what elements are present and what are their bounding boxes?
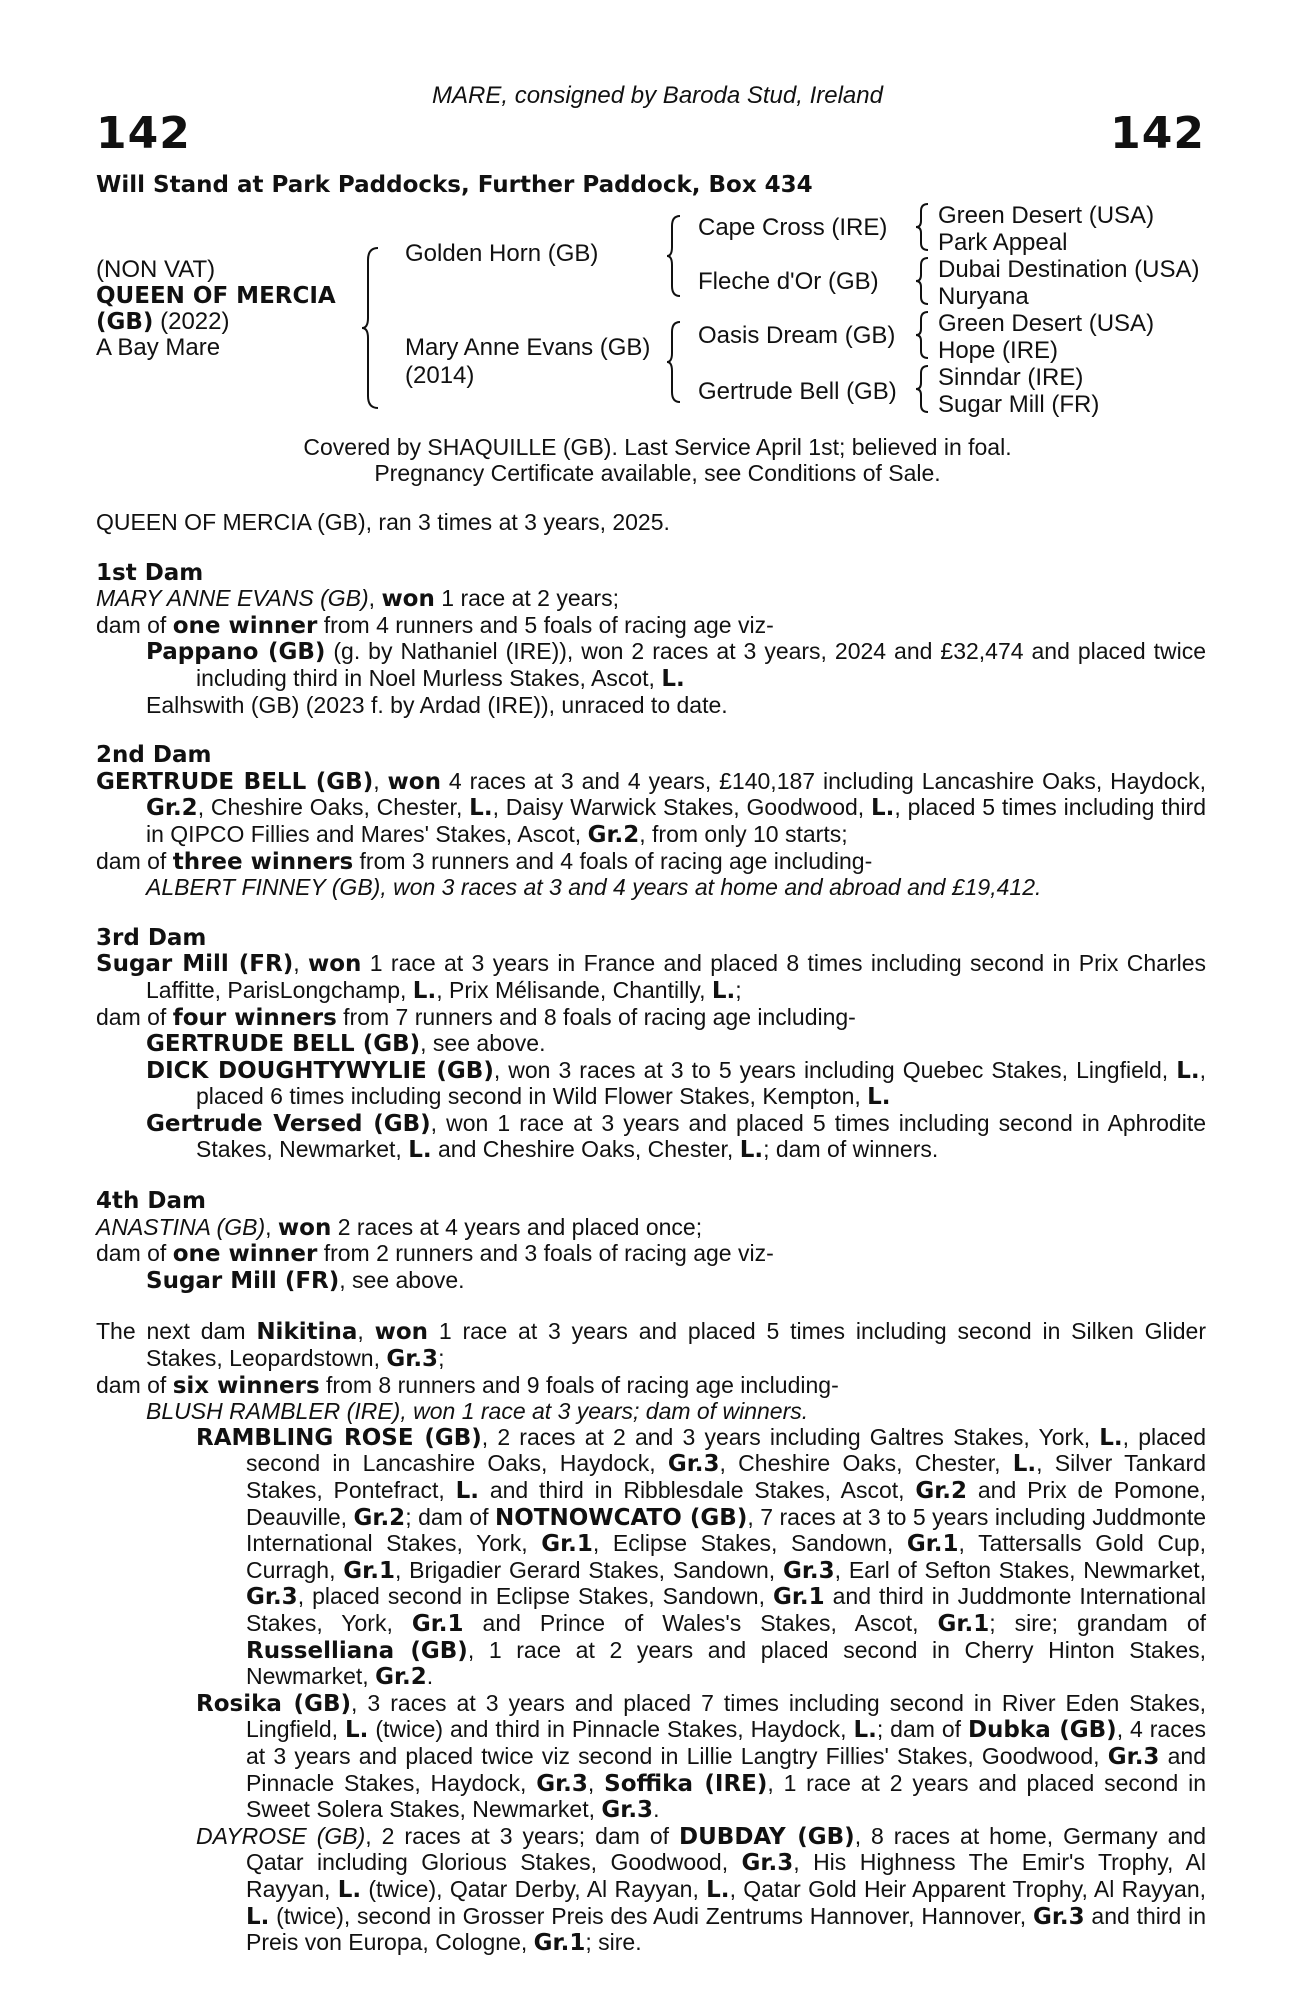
gen3-ancestor-6: Hope (IRE) [938, 337, 1059, 364]
progeny-record: ALBERT FINNEY (GB), won 3 races at 3 and 4 years at home and abroad and £19,412. [146, 874, 1042, 901]
text: , [357, 1318, 375, 1345]
third-dam-line: Sugar Mill (FR), won 1 race at 3 years in France and placed 8 times including second in Prix Charles Laffitte, ParisLongchamp, L., Prix Mélisande, Chantilly, L.; [96, 950, 1207, 1004]
progeny-name: DAYROSE (GB) [196, 1822, 366, 1849]
race-grade: L. [469, 795, 493, 822]
text: , see above. [420, 1030, 546, 1057]
race-grade: L. [711, 977, 736, 1004]
progeny-name: Soffika (IRE) [604, 1770, 768, 1797]
text: (twice), Qatar Derby, Al Rayyan, [361, 1875, 707, 1902]
progeny-name: Russelliana (GB) [246, 1637, 468, 1664]
progeny-entry [96, 1824, 1206, 1957]
race-grade: Gr.3 [601, 1797, 654, 1824]
gen3-ancestor-7: Sinndar (IRE) [938, 364, 1084, 391]
second-dam-name: GERTRUDE BELL (GB) [96, 768, 374, 795]
progeny-record: BLUSH RAMBLER (IRE), won 1 race at 3 years; dam of winners. [146, 1398, 809, 1425]
progeny-entry [96, 1031, 1206, 1058]
text: , from only 10 starts; [639, 820, 848, 847]
text: ; dam of winners. [763, 1136, 939, 1163]
dam-dam: Gertrude Bell (GB) [698, 378, 897, 405]
horse-name [96, 282, 336, 310]
text: (twice) and third in Pinnacle Stakes, Haydock, [368, 1716, 854, 1743]
text: ; sire. [585, 1929, 642, 1956]
produce-prefix: dam of [96, 611, 173, 638]
text: 4 races at 3 and 4 years, £140,187 including Lancashire Oaks, Haydock, [440, 767, 1207, 794]
progeny-entry [96, 639, 1206, 692]
progeny-entry [96, 1691, 1206, 1824]
sire-bracket [666, 214, 686, 298]
race-grade: L. [246, 1903, 270, 1930]
progeny-name: Sugar Mill (FR) [146, 1267, 340, 1294]
text: , placed second in Lancashire Oaks, Haydock, [246, 1423, 1206, 1477]
text: , 1 race at 2 years and placed second in Cherry Hinton Stakes, Newmarket, [246, 1636, 1206, 1690]
third-dam-name: Sugar Mill (FR) [96, 951, 294, 978]
text: ; [735, 976, 742, 1003]
text: and third in Preis von Europa, Cologne, [246, 1902, 1206, 1956]
lot-number-right: 142 [1110, 108, 1205, 159]
text: , won 1 race at 3 years and placed 5 times including second in Aphrodite Stakes, Newmarket, [196, 1109, 1206, 1163]
dam-bracket [666, 320, 686, 404]
text: , placed second in Eclipse Stakes, Sandown, [297, 1583, 773, 1610]
text: ; sire; grandam of [989, 1609, 1207, 1636]
winner-count: three winners [172, 848, 354, 875]
text: , Tattersalls Gold Cup, Curragh, [246, 1530, 1206, 1583]
text: and Prince of Wales's Stakes, Ascot, [463, 1609, 938, 1636]
stand-location: Will Stand at Park Paddocks, Further Paddock, Box 434 [96, 172, 813, 198]
progeny-entry [96, 1111, 1206, 1164]
text: , Cheshire Oaks, Chester, [719, 1450, 1013, 1477]
race-grade: L. [455, 1478, 479, 1504]
text: , Earl of Sefton Stakes, Newmarket, [834, 1556, 1206, 1583]
fourth-dam-heading: 4th Dam [96, 1188, 206, 1215]
progeny-name: RAMBLING ROSE (GB) [196, 1424, 482, 1451]
consignor-line: MARE, consigned by Baroda Stud, Ireland [432, 82, 883, 109]
text: and Prix de Pomone, Deauville, [246, 1477, 1206, 1530]
horse-country: (GB) [96, 309, 154, 335]
text: 1 race at 3 years in France and placed 8 times including second in Prix Charles Laffitte, ParisLongchamp, [146, 950, 1207, 1003]
text: 2 races at 4 years and placed once; [331, 1213, 703, 1240]
sire-name: Golden Horn (GB) [405, 240, 599, 267]
third-dam-produce [96, 1005, 1206, 1032]
progeny-entry [96, 1268, 1206, 1295]
race-grade: Gr.3 [782, 1557, 835, 1584]
text: . [653, 1796, 660, 1823]
progeny-name: NOTNOWCATO (GB) [495, 1504, 748, 1531]
text: and third in Juddmonte International Stakes, York, [246, 1583, 1206, 1636]
text: , placed 6 times including second in Wild Flower Stakes, Kempton, [196, 1056, 1206, 1110]
gen3-ancestor-5: Green Desert (USA) [938, 310, 1155, 337]
race-grade: L. [408, 1137, 432, 1164]
race-grade: Gr.3 [386, 1346, 439, 1373]
progeny-entry [96, 875, 1206, 901]
race-grade: L. [739, 1137, 764, 1164]
gen3-ancestor-8: Sugar Mill (FR) [938, 391, 1100, 418]
progeny-name: Pappano (GB) [146, 639, 326, 666]
text: , Prix Mélisande, Chantilly, [436, 976, 712, 1003]
race-grade: L. [337, 1876, 362, 1903]
text: , 7 races at 3 to 5 years including Juddmonte International Stakes, York, [246, 1503, 1206, 1557]
produce-suffix: from 3 runners and 4 foals of racing age including- [353, 847, 873, 874]
race-grade: L. [1012, 1451, 1037, 1478]
gen3-ancestor-1: Green Desert (USA) [938, 202, 1155, 229]
horse-year: (2022) [160, 308, 230, 335]
race-grade: Gr.1 [772, 1584, 825, 1611]
text: , Qatar Gold Heir Apparent Trophy, Al Rayyan, [729, 1875, 1206, 1902]
second-dam-line: GERTRUDE BELL (GB), won 4 races at 3 and 4 years, £140,187 including Lancashire Oaks, Haydock, Gr.2, Cheshire Oaks, Chester, L., Daisy Warwick Stakes, Goodwood, L., placed 5 times including third in QIPCO Fillies and Mares' Stakes, Ascot, Gr.2, from only 10 starts; [96, 767, 1207, 848]
second-dam-produce [96, 849, 1206, 876]
text: , 2 races at 2 and 3 years including Galtres Stakes, York, [481, 1423, 1100, 1450]
pregnancy-note: Pregnancy Certificate available, see Conditions of Sale. [374, 460, 941, 486]
text: , 1 race at 2 years and placed second in Sweet Solera Stakes, Newmarket, [246, 1769, 1207, 1823]
text: , [587, 1769, 605, 1796]
winner-count: six winners [172, 1372, 320, 1399]
race-grade: Gr.1 [343, 1557, 395, 1584]
text: ; [438, 1345, 445, 1372]
horse-country-year [96, 308, 229, 336]
won-label: won [307, 951, 362, 978]
first-dam-produce [96, 613, 1206, 640]
race-grade: Gr.3 [246, 1584, 298, 1611]
race-grade: Gr.3 [536, 1770, 588, 1797]
sire-dam: Fleche d'Or (GB) [698, 268, 879, 295]
text: , placed 5 times including third in QIPCO Fillies and Mares' Stakes, Ascot, [146, 794, 1206, 847]
winner-count: four winners [172, 1004, 337, 1031]
race-grade: L. [412, 977, 437, 1004]
progeny-entry [96, 1399, 1206, 1425]
next-dam-name: Nikitina [256, 1319, 358, 1346]
first-dam-line: MARY ANNE EVANS (GB), won 1 race at 2 years; [96, 585, 619, 613]
gen3-bracket-2 [914, 256, 932, 308]
progeny-entry [96, 1058, 1206, 1111]
fourth-dam-line: ANASTINA (GB), won 2 races at 4 years and placed once; [96, 1213, 703, 1241]
sire-sire: Cape Cross (IRE) [698, 214, 888, 241]
text: . [426, 1663, 434, 1690]
text: The next dam [96, 1318, 257, 1345]
won-label: won [387, 768, 441, 795]
race-grade: Gr.2 [915, 1478, 968, 1504]
dam-name: Mary Anne Evans (GB) [405, 334, 651, 361]
text: , 8 races at home, Germany and Qatar including Glorious Stakes, Goodwood, [246, 1822, 1206, 1876]
text: , 2 races at 3 years; dam of [365, 1822, 680, 1849]
fourth-dam-produce [96, 1241, 1206, 1268]
gen3-ancestor-2: Park Appeal [938, 229, 1068, 256]
first-dam-record: 1 race at 2 years; [434, 585, 619, 612]
progeny-name: Dubka (GB) [967, 1717, 1117, 1744]
won-label: won [277, 1214, 332, 1241]
race-grade: Gr.1 [411, 1610, 464, 1637]
produce-suffix: from 8 runners and 9 foals of racing age including- [319, 1371, 839, 1398]
next-dam-line [96, 1319, 1206, 1372]
progeny-name: DUBDAY (GB) [679, 1823, 855, 1850]
race-grade: Gr.1 [541, 1531, 593, 1558]
first-dam-name: MARY ANNE EVANS (GB) [96, 585, 369, 612]
progeny-record: (g. by Nathaniel (IRE)), won 2 races at 3 years, 2024 and £32,474 and placed twice including third in Noel Murless Stakes, Ascot, [196, 638, 1206, 691]
text: and third in Ribblesdale Stakes, Ascot, [479, 1477, 916, 1503]
second-dam-heading: 2nd Dam [96, 742, 212, 769]
main-bracket [364, 246, 388, 410]
race-grade: Gr.2 [587, 821, 640, 848]
catalogue-body [96, 510, 1206, 1957]
first-dam-heading: 1st Dam [96, 559, 204, 586]
text: , Brigadier Gerard Stakes, Sandown, [394, 1556, 783, 1583]
text: , see above. [339, 1266, 465, 1293]
text: (twice), second in Grosser Preis des Audi Zentrums Hannover, Hannover, [269, 1902, 1033, 1929]
next-dam-produce [96, 1373, 1206, 1400]
text: , Eclipse Stakes, Sandown, [592, 1530, 907, 1557]
text: , Cheshire Oaks, Chester, [197, 794, 470, 821]
progeny-name: GERTRUDE BELL (GB) [146, 1031, 421, 1058]
race-grade: L. [706, 1876, 730, 1903]
text: , Silver Tankard Stakes, Pontefract, [246, 1450, 1206, 1503]
progeny-entry [96, 1425, 1206, 1691]
won-label: won [374, 1319, 429, 1346]
race-grade: L. [1176, 1057, 1200, 1084]
race-grade: L. [853, 1717, 877, 1744]
winner-count: one winner [172, 612, 318, 639]
third-dam-heading: 3rd Dam [96, 924, 207, 951]
produce-prefix: dam of [96, 847, 173, 874]
won-label: won [381, 586, 435, 613]
race-grade: L. [867, 1084, 891, 1111]
progeny-name: Gertrude Versed (GB) [146, 1110, 431, 1137]
race-grade: Gr.3 [667, 1451, 720, 1478]
race-grade: L. [345, 1717, 369, 1744]
fourth-dam-name: ANASTINA (GB) [96, 1213, 266, 1240]
produce-prefix: dam of [96, 1003, 173, 1030]
progeny-name: Rosika (GB) [196, 1690, 351, 1717]
race-grade: Gr.3 [741, 1850, 794, 1877]
horse-description: A Bay Mare [96, 334, 221, 361]
produce-suffix: from 4 runners and 5 foals of racing age viz- [317, 611, 774, 638]
lot-number-left: 142 [96, 108, 191, 159]
produce-prefix: dam of [96, 1240, 173, 1267]
race-grade: Gr.1 [533, 1930, 586, 1957]
race-grade: Gr.1 [906, 1531, 959, 1558]
produce-suffix: from 7 runners and 8 foals of racing age including- [336, 1003, 856, 1030]
text: ; dam of [405, 1503, 495, 1530]
text: ; dam of [876, 1716, 968, 1743]
text: , Daisy Warwick Stakes, Goodwood, [492, 794, 871, 821]
race-grade: L. [871, 795, 895, 822]
progeny-entry: Ealhswith (GB) (2023 f. by Ardad (IRE)), unraced to date. [146, 691, 728, 718]
race-grade: Gr.1 [937, 1610, 990, 1637]
text: , 4 races at 3 years and placed twice viz second in Lillie Langtry Fillies' Stakes, Goodwood, [246, 1716, 1206, 1769]
race-record: QUEEN OF MERCIA (GB), ran 3 times at 3 years, 2025. [96, 509, 670, 535]
text: , won 3 races at 3 to 5 years including Quebec Stakes, Lingfield, [493, 1056, 1177, 1083]
horse-name-text: QUEEN OF MERCIA [96, 283, 336, 309]
race-grade: Gr.3 [1107, 1743, 1160, 1770]
gen3-bracket-1 [914, 202, 932, 254]
text: and Cheshire Oaks, Chester, [431, 1136, 740, 1163]
dam-year: (2014) [405, 362, 475, 389]
progeny-name: DICK DOUGHTYWYLIE (GB) [146, 1057, 494, 1084]
dam-sire: Oasis Dream (GB) [698, 322, 896, 349]
race-grade: L. [1099, 1424, 1123, 1451]
text: 1 race at 3 years and placed 5 times including second in Silken Glider Stakes, Leopardstown, [146, 1318, 1206, 1372]
race-grade: L. [661, 665, 685, 692]
text: and Pinnacle Stakes, Haydock, [246, 1742, 1206, 1796]
race-grade: Gr.2 [146, 795, 198, 822]
text: , 3 races at 3 years and placed 7 times including second in River Eden Stakes, Lingfield, [246, 1689, 1207, 1743]
winner-count: one winner [172, 1241, 318, 1268]
gen3-bracket-3 [914, 310, 932, 362]
covered-note: Covered by SHAQUILLE (GB). Last Service April 1st; believed in foal. [303, 434, 1012, 460]
vat-status: (NON VAT) [96, 256, 216, 283]
race-grade: Gr.3 [1032, 1903, 1085, 1930]
gen3-ancestor-4: Nuryana [938, 283, 1029, 310]
text: , His Highness The Emir's Trophy, Al Rayyan, [246, 1849, 1206, 1902]
produce-suffix: from 2 runners and 3 foals of racing age viz- [317, 1240, 774, 1267]
race-grade: Gr.2 [353, 1504, 406, 1531]
race-grade: Gr.2 [375, 1664, 427, 1691]
produce-prefix: dam of [96, 1371, 173, 1398]
gen3-bracket-4 [914, 364, 932, 416]
gen3-ancestor-3: Dubai Destination (USA) [938, 256, 1200, 283]
